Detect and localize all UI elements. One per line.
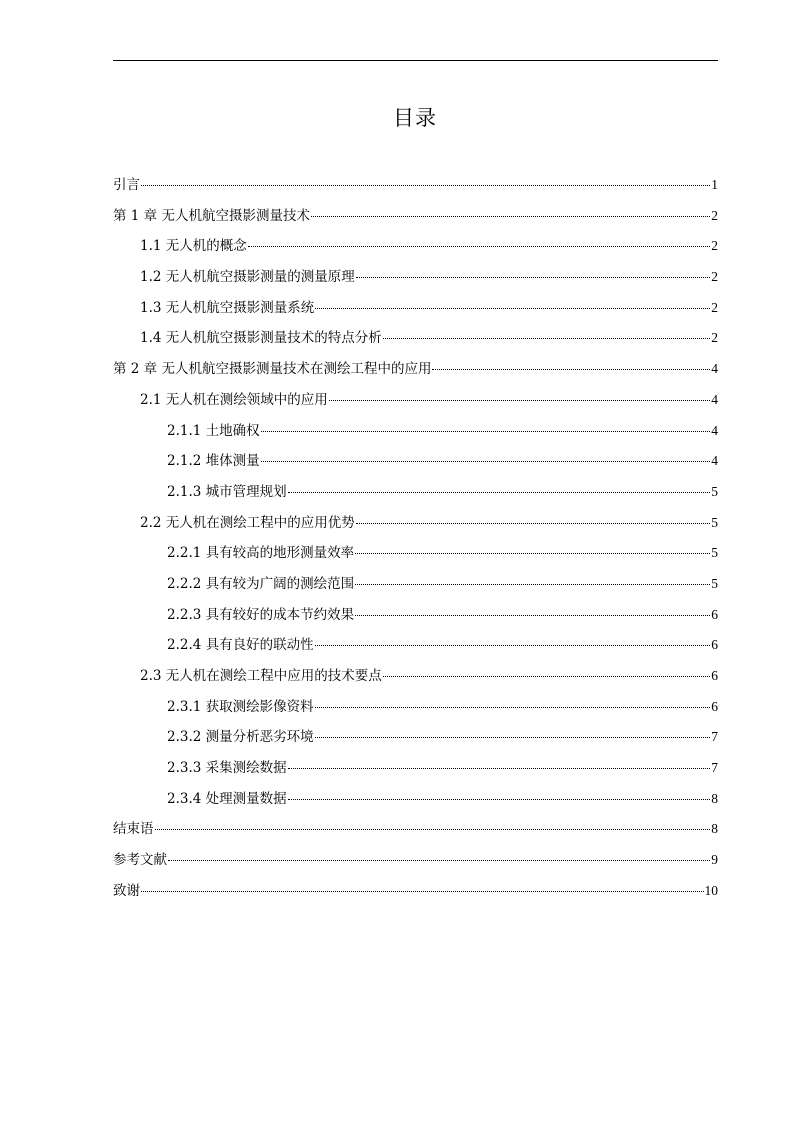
- toc-entry-page-number: 5: [711, 575, 718, 591]
- toc-entry-page-number: 5: [711, 514, 718, 530]
- toc-entry[interactable]: [113, 814, 718, 845]
- toc-entry-label: 2.2 无人机在测绘工程中的应用优势: [140, 514, 355, 531]
- dot-leader: [315, 706, 711, 708]
- toc-entry-page-number: 4: [711, 391, 718, 407]
- toc-entry-page-number: 7: [711, 729, 718, 745]
- toc-entry[interactable]: [113, 323, 718, 354]
- toc-entry[interactable]: [113, 876, 718, 907]
- header-rule: [113, 60, 718, 61]
- toc-entry-label: 第 2 章 无人机航空摄影测量技术在测绘工程中的应用: [113, 361, 432, 378]
- table-of-contents: [113, 170, 718, 907]
- toc-entry-label: 2.3.4 处理测量数据: [167, 790, 287, 807]
- toc-entry-page-number: 10: [704, 882, 718, 898]
- toc-entry-label: 参考文献: [113, 852, 167, 869]
- toc-entry-page-number: 2: [711, 299, 718, 315]
- dot-leader: [432, 368, 710, 370]
- toc-entry[interactable]: [113, 354, 718, 385]
- toc-entry[interactable]: [113, 538, 718, 569]
- toc-entry-page-number: 7: [711, 760, 718, 776]
- toc-entry[interactable]: [113, 692, 718, 723]
- toc-entry-page-number: 8: [711, 790, 718, 806]
- dot-leader: [141, 890, 704, 892]
- toc-entry-page-number: 6: [711, 668, 718, 683]
- dot-leader: [288, 798, 711, 800]
- toc-entry[interactable]: [113, 845, 718, 876]
- toc-entry[interactable]: [113, 170, 718, 201]
- toc-entry-page-number: 5: [711, 483, 718, 499]
- toc-entry-label: 第 1 章 无人机航空摄影测量技术: [113, 207, 310, 224]
- toc-entry-page-number: 8: [711, 821, 718, 837]
- dot-leader: [356, 276, 710, 278]
- toc-entry[interactable]: [113, 722, 718, 753]
- toc-entry-label: 2.1 无人机在测绘领域中的应用: [140, 391, 328, 408]
- toc-entry-page-number: 2: [711, 330, 718, 346]
- toc-entry-page-number: 6: [711, 637, 718, 653]
- dot-leader: [261, 430, 711, 432]
- dot-leader: [355, 614, 710, 616]
- toc-entry-page-number: 2: [711, 238, 718, 254]
- toc-entry-page-number: 6: [711, 606, 718, 622]
- toc-entry-page-number: 1: [711, 177, 718, 192]
- toc-entry-label: 1.1 无人机的概念: [140, 238, 247, 255]
- dot-leader: [261, 460, 711, 462]
- toc-entry[interactable]: [113, 416, 718, 447]
- toc-entry-label: 2.1.2 堆体测量: [167, 453, 260, 470]
- toc-entry-label: 结束语: [113, 821, 154, 838]
- dot-leader: [288, 767, 711, 769]
- dot-leader: [248, 245, 710, 247]
- dot-leader: [141, 184, 710, 186]
- toc-entry-page-number: 4: [711, 361, 718, 377]
- toc-entry-label: 2.2.1 具有较高的地形测量效率: [167, 545, 355, 562]
- dot-leader: [383, 337, 710, 339]
- toc-entry-page-number: 2: [711, 207, 718, 223]
- dot-leader: [356, 522, 710, 524]
- toc-entry-label: 2.3 无人机在测绘工程中应用的技术要点: [140, 668, 382, 684]
- dot-leader: [315, 736, 711, 738]
- toc-entry-page-number: 2: [711, 269, 718, 285]
- toc-entry-page-number: 4: [711, 422, 718, 438]
- toc-entry-page-number: 9: [711, 852, 718, 868]
- toc-entry-label: 2.3.1 获取测绘影像资料: [167, 698, 314, 715]
- dot-leader: [329, 399, 710, 401]
- dot-leader: [168, 859, 710, 861]
- toc-entry-label: 1.2 无人机航空摄影测量的测量原理: [140, 269, 355, 286]
- toc-entry[interactable]: [113, 784, 718, 815]
- toc-entry-label: 引言: [113, 177, 140, 193]
- dot-leader: [355, 552, 710, 554]
- toc-entry[interactable]: [113, 385, 718, 416]
- toc-entry[interactable]: [113, 630, 718, 661]
- toc-entry-label: 1.3 无人机航空摄影测量系统: [140, 299, 315, 316]
- toc-entry[interactable]: [113, 569, 718, 600]
- toc-entry-label: 1.4 无人机航空摄影测量技术的特点分析: [140, 330, 382, 347]
- toc-entry[interactable]: [113, 661, 718, 692]
- toc-entry-page-number: 5: [711, 545, 718, 561]
- dot-leader: [288, 491, 711, 493]
- toc-entry[interactable]: [113, 446, 718, 477]
- toc-entry[interactable]: [113, 477, 718, 508]
- toc-entry-label: 2.2.2 具有较为广阔的测绘范围: [167, 575, 355, 592]
- toc-entry-page-number: 6: [711, 698, 718, 714]
- toc-entry-label: 2.2.3 具有较好的成本节约效果: [167, 606, 355, 623]
- toc-entry-label: 2.3.2 测量分析恶劣环境: [167, 729, 314, 746]
- dot-leader: [315, 307, 710, 309]
- toc-entry-page-number: 4: [711, 453, 718, 469]
- toc-entry-label: 2.3.3 采集测绘数据: [167, 760, 287, 777]
- toc-entry-label: 2.1.3 城市管理规划: [167, 483, 287, 500]
- toc-entry-label: 2.1.1 土地确权: [167, 422, 260, 439]
- page-title: 目录: [393, 106, 437, 130]
- dot-leader: [383, 675, 710, 677]
- toc-entry[interactable]: [113, 753, 718, 784]
- toc-entry[interactable]: [113, 293, 718, 324]
- dot-leader: [355, 583, 710, 585]
- toc-entry-label: 2.2.4 具有良好的联动性: [167, 637, 314, 654]
- toc-entry[interactable]: [113, 201, 718, 232]
- toc-entry[interactable]: [113, 262, 718, 293]
- toc-entry-label: 致谢: [113, 882, 140, 899]
- dot-leader: [311, 215, 710, 217]
- dot-leader: [315, 644, 711, 646]
- toc-entry[interactable]: [113, 600, 718, 631]
- toc-entry[interactable]: [113, 508, 718, 539]
- toc-entry[interactable]: [113, 231, 718, 262]
- dot-leader: [155, 828, 711, 830]
